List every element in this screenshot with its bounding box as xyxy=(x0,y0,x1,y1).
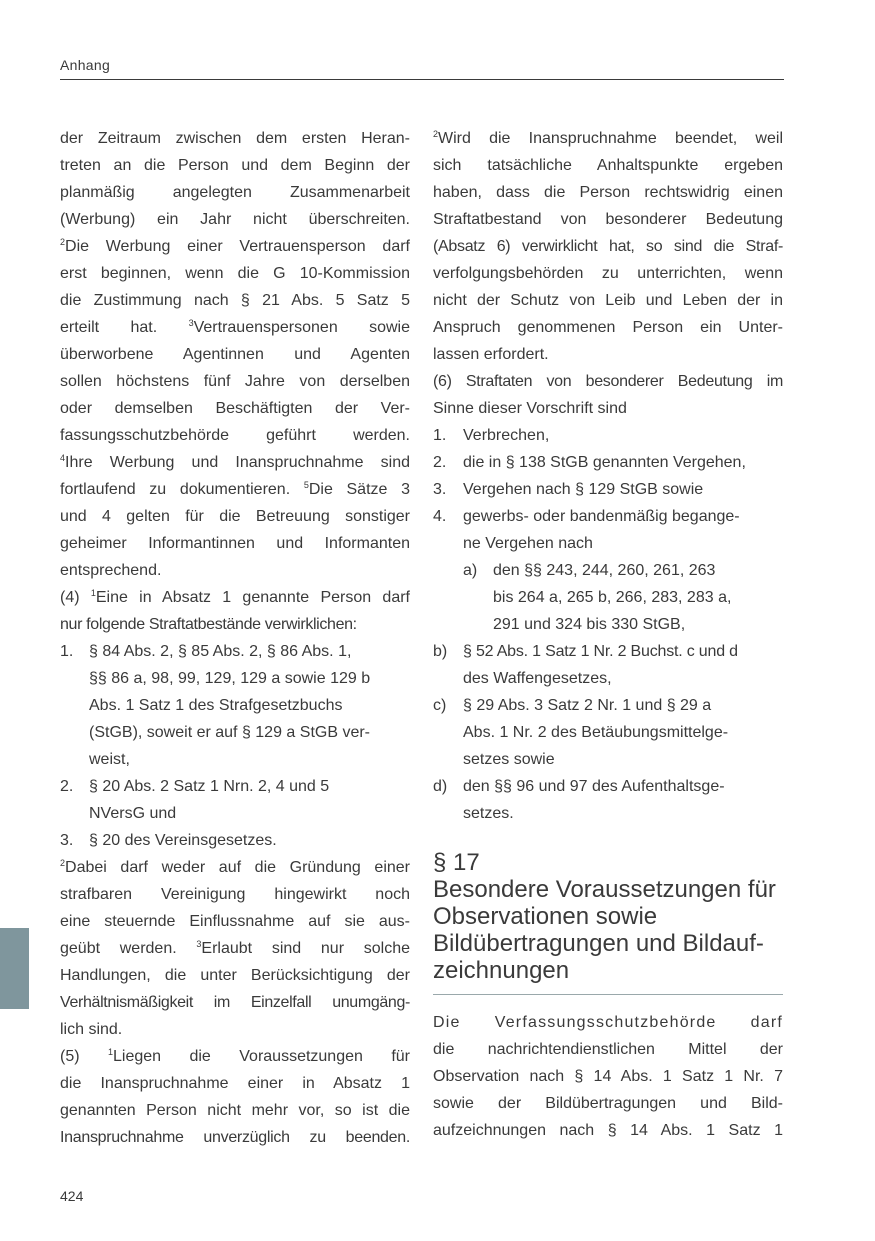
text-span: Wird die Inanspruchnahme beendet, weil xyxy=(438,130,783,147)
text-line: ne Vergehen nach xyxy=(463,535,593,552)
sentence-number: 3 xyxy=(196,939,202,949)
text-line: Verhältnismäßigkeit im Einzelfall unumgäng- xyxy=(60,994,410,1011)
text-span: Eine in Absatz 1 genannte Person darf xyxy=(95,589,410,606)
text-line xyxy=(60,854,410,881)
text-line: NVersG und xyxy=(89,805,177,822)
text-line: die Inanspruchnahme einer in Absatz 1 xyxy=(60,1075,410,1092)
text-span: Vertrauenspersonen sowie xyxy=(193,319,411,336)
list-number: 1. xyxy=(60,643,74,660)
section-title-line: Observationen sowie xyxy=(433,903,658,930)
text-span: geübt werden. xyxy=(60,940,197,957)
sublist-item xyxy=(433,638,783,692)
sublist-item xyxy=(433,692,783,773)
text-line: erst beginnen, wenn die G 10-Kommission xyxy=(60,265,410,282)
text-line: nicht der Schutz von Leib und Leben der in xyxy=(433,292,783,309)
list-item xyxy=(60,638,410,773)
text-line: verfolgungsbehörden zu unterrichten, wenn xyxy=(433,265,783,282)
text-line: genannten Person nicht mehr vor, so ist die xyxy=(60,1102,410,1119)
list-letter: d) xyxy=(433,778,448,795)
chapter-tab-marker xyxy=(0,928,29,1009)
page-number: 424 xyxy=(60,1188,84,1204)
list-number: 3. xyxy=(433,481,447,498)
text-line xyxy=(60,233,410,260)
paragraph-5 xyxy=(60,1043,410,1151)
text-line: gewerbs- oder bandenmäßig begange- xyxy=(463,508,740,525)
list-number: 1. xyxy=(433,427,447,444)
text-line: entsprechend. xyxy=(60,562,162,579)
text-span: erteilt hat. xyxy=(60,319,189,336)
text-line xyxy=(60,449,410,476)
text-line: weist, xyxy=(89,751,130,768)
list-item xyxy=(433,449,783,476)
text-line: die nachrichtendienstlichen Mittel der xyxy=(433,1041,783,1058)
text-span: Die Sätze 3 xyxy=(308,481,410,498)
sentence-number: 2 xyxy=(433,129,439,139)
text-line: aufzeichnungen nach § 14 Abs. 1 Satz 1 xyxy=(433,1122,783,1139)
text-line: Observation nach § 14 Abs. 1 Satz 1 Nr. 7 xyxy=(433,1068,783,1085)
list-letter: a) xyxy=(463,562,478,579)
text-line: (Werbung) ein Jahr nicht überschreiten. xyxy=(60,211,410,228)
list-number: 3. xyxy=(60,832,74,849)
list-item xyxy=(433,422,783,449)
text-line: nur folgende Straftatbestände verwirklichen: xyxy=(60,616,357,633)
text-line: Sinne dieser Vorschrift sind xyxy=(433,400,627,417)
section-title-line: zeichnungen xyxy=(433,957,570,984)
text-line: geheimer Informantinnen und Informanten xyxy=(60,535,410,552)
section-divider xyxy=(433,994,783,995)
text-span: (5) xyxy=(60,1048,108,1065)
text-line xyxy=(60,1043,410,1070)
text-line: und 4 gelten für die Betreuung sonstiger xyxy=(60,508,410,525)
text-span: Die Werbung einer Vertrauensperson darf xyxy=(65,238,410,255)
text-span: (4) xyxy=(60,589,91,606)
text-line: fassungsschutzbehörde geführt werden. xyxy=(60,427,410,444)
text-line: § 29 Abs. 3 Satz 2 Nr. 1 und § 29 a xyxy=(463,697,712,714)
text-line: bis 264 a, 265 b, 266, 283, 283 a, xyxy=(493,589,732,606)
text-line: § 84 Abs. 2, § 85 Abs. 2, § 86 Abs. 1, xyxy=(89,643,352,660)
text-line: (StGB), soweit er auf § 129 a StGB ver- xyxy=(89,724,370,741)
text-line: treten an die Person und dem Beginn der xyxy=(60,157,410,174)
text-span: Ihre Werbung und Inanspruchnahme sind xyxy=(65,454,410,471)
text-span: Liegen die Voraussetzungen für xyxy=(113,1048,410,1065)
text-span: Erlaubt sind nur solche xyxy=(201,940,410,957)
sentence-number: 2 xyxy=(60,237,66,247)
text-line: (6) Straftaten von besonderer Bedeutung im xyxy=(433,373,783,390)
right-column xyxy=(433,125,783,1144)
text-line: eine steuernde Einflussnahme auf sie aus- xyxy=(60,913,410,930)
text-line: sich tatsächliche Anhaltspunkte ergeben xyxy=(433,157,783,174)
text-line xyxy=(60,935,410,962)
header-title: Anhang xyxy=(60,57,111,73)
text-line: Inanspruchnahme unverzüglich zu beenden. xyxy=(60,1129,410,1146)
sentence-number: 5 xyxy=(303,480,309,490)
text-line: Abs. 1 Nr. 2 des Betäubungsmittelge- xyxy=(463,724,729,741)
section-17-body xyxy=(433,1009,783,1144)
left-column xyxy=(60,125,410,1151)
list-number: 2. xyxy=(60,778,74,795)
text-line: des Waffengesetzes, xyxy=(463,670,612,687)
text-line: Vergehen nach § 129 StGB sowie xyxy=(463,481,704,498)
text-line: Handlungen, die unter Berücksichtigung der xyxy=(60,967,410,984)
text-line: die Zustimmung nach § 21 Abs. 5 Satz 5 xyxy=(60,292,410,309)
paragraph-3-continuation xyxy=(60,125,410,584)
paragraph-4 xyxy=(60,584,410,1043)
sublist-item xyxy=(433,773,783,827)
text-line xyxy=(60,476,410,503)
text-line: Die Verfassungsschutzbehörde darf xyxy=(433,1014,783,1031)
paragraph-6 xyxy=(433,368,783,827)
text-line xyxy=(60,584,410,611)
sentence-number: 4 xyxy=(60,453,66,463)
sentence-number: 1 xyxy=(90,588,96,598)
section-title-line: Bildübertragungen und Bildauf- xyxy=(433,930,764,957)
text-line: überworbene Agentinnen und Agenten xyxy=(60,346,410,363)
text-line: §§ 86 a, 98, 99, 129, 129 a sowie 129 b xyxy=(89,670,371,687)
text-line xyxy=(433,125,783,152)
sentence-number: 2 xyxy=(60,858,66,868)
text-line: die in § 138 StGB genannten Vergehen, xyxy=(463,454,746,471)
list-number: 4. xyxy=(433,508,447,525)
text-line: setzes sowie xyxy=(463,751,555,768)
text-span: fortlaufend zu dokumentieren. xyxy=(60,481,304,498)
list-item xyxy=(433,503,783,557)
sentence-number: 1 xyxy=(107,1047,113,1057)
text-line: der Zeitraum zwischen dem ersten Heran- xyxy=(60,130,410,147)
text-line: 291 und 324 bis 330 StGB, xyxy=(493,616,686,633)
text-line: § 20 Abs. 2 Satz 1 Nrn. 2, 4 und 5 xyxy=(89,778,330,795)
text-line: Straftatbestand von besonderer Bedeutung xyxy=(433,211,783,228)
text-line: § 52 Abs. 1 Satz 1 Nr. 2 Buchst. c und d xyxy=(463,643,738,660)
text-line: lassen erfordert. xyxy=(433,346,549,363)
text-line: haben, dass die Person rechtswidrig einen xyxy=(433,184,783,201)
sublist-item xyxy=(463,557,783,638)
section-title-line: Besondere Voraussetzungen für xyxy=(433,876,776,903)
section-heading xyxy=(433,849,783,984)
paragraph-5-continuation xyxy=(433,125,783,368)
text-line xyxy=(60,314,410,341)
sublist-a-wrapper xyxy=(433,557,783,638)
running-header xyxy=(60,55,784,80)
text-line: den §§ 96 und 97 des Aufenthaltsge- xyxy=(463,778,725,795)
text-line: Anspruch genommenen Person ein Unter- xyxy=(433,319,783,336)
text-line: den §§ 243, 244, 260, 261, 263 xyxy=(493,562,716,579)
list-letter: c) xyxy=(433,697,447,714)
text-line: Verbrechen, xyxy=(463,427,550,444)
list-number: 2. xyxy=(433,454,447,471)
section-number: § 17 xyxy=(433,849,480,876)
text-line: strafbaren Vereinigung hingewirkt noch xyxy=(60,886,410,903)
list-letter: b) xyxy=(433,643,448,660)
list-item xyxy=(60,773,410,827)
text-line: § 20 des Vereinsgesetzes. xyxy=(89,832,277,849)
list-item xyxy=(60,827,410,854)
text-line: sollen höchstens fünf Jahre von derselben xyxy=(60,373,410,390)
text-line: (Absatz 6) verwirklicht hat, so sind die Straf- xyxy=(433,238,783,255)
text-span: Dabei darf weder auf die Gründung einer xyxy=(65,859,410,876)
text-line: setzes. xyxy=(463,805,514,822)
text-line: Abs. 1 Satz 1 des Strafgesetzbuchs xyxy=(89,697,343,714)
sentence-number: 3 xyxy=(188,318,194,328)
text-line: sowie der Bildübertragungen und Bild- xyxy=(433,1095,783,1112)
list-item xyxy=(433,476,783,503)
text-line: lich sind. xyxy=(60,1021,123,1038)
text-line: planmäßig angelegten Zusammenarbeit xyxy=(60,184,410,201)
text-line: oder demselben Beschäftigten der Ver- xyxy=(60,400,410,417)
